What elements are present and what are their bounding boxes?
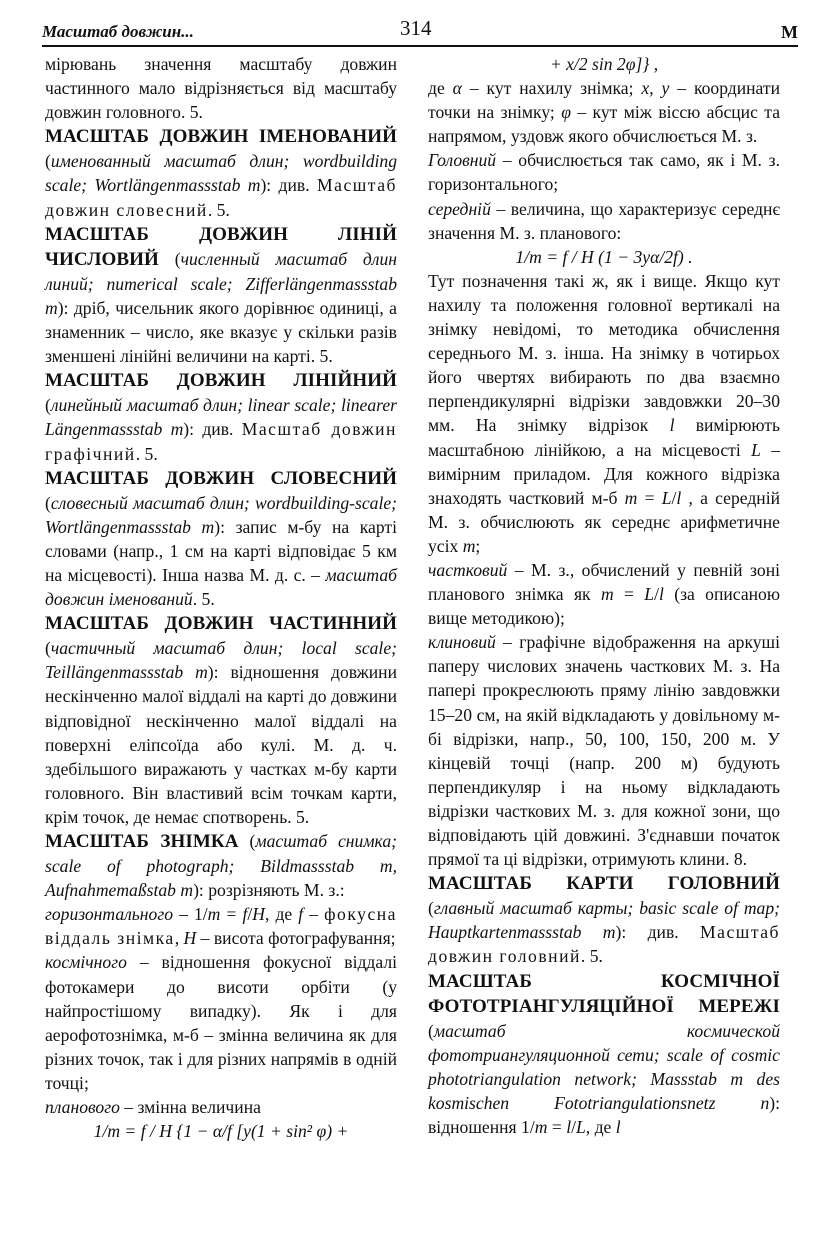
header-rule — [42, 45, 798, 47]
entry-kosmichnoi-merezhi: МАСШТАБ КОСМІЧНОЇ ФОТОТРІАНГУЛЯЦІЙНОЇ МЕРЕЖІ (масштаб космической фототриангуляционной сети; scale of cosmic phototriangulation network; Massstab m des kosmischen Fototriangulationsnetz n): відношення 1/m = l/L, де l — [428, 970, 780, 1138]
right-para-notation: де α – кут нахилу знімка; x, y – координати точки на знімку; φ – кут між віссю абсцис та напрямом, уздовж якого обчислюється М. з. — [428, 78, 781, 147]
formula-serednii: 1/m = f / H (1 − 3yα/2f) . — [515, 246, 693, 267]
entry-znimka: МАСШТАБ ЗНІМКА (масштаб снимка; scale of photograph; Bildmassstab m, Aufnahmemaßstab m): розрізняють М. з.: — [45, 831, 397, 901]
sub-planovoho: планового – змінна величина — [45, 1097, 261, 1118]
page-number: 314 — [400, 16, 432, 40]
entry-slovesnyi: МАСШТАБ ДОВЖИН СЛОВЕСНИЙ (словесный масштаб длин; wordbuilding-scale; Wortlängenmassstab m): запис м-бу на карті словами (напр., 1 см на карті відповідає 5 км на місцевості). Інша назва М. д. с. – масштаб довжин іменований. 5. — [45, 467, 397, 610]
formula-planovoho-part2: + x/2 sin 2φ]} , — [549, 54, 659, 74]
page-header — [42, 14, 798, 44]
running-title: Масштаб довжин... — [42, 22, 194, 41]
entry-chyslovyi: МАСШТАБ ДОВЖИН ЛІНІЙ ЧИСЛОВИЙ (численный масштаб длин линий; numerical scale; Zifferlängenmassstab m): дріб, чисельник якого дорівнює одиниці, а знаменник – число, яке вказує у скільки разів зменшені лінійні величини на карті. 5. — [45, 223, 397, 367]
sub-horyzontalnoho: горизонтального – 1/m = f/H, де f – фокусна віддаль знімка, H – висота фотографування; — [45, 904, 397, 949]
entry-liniinyi: МАСШТАБ ДОВЖИН ЛІНІЙНИЙ (линейный масштаб длин; linear scale; linearer Längenmassstab m): див. Масштаб довжин графічний. 5. — [45, 370, 397, 464]
right-para-method: Тут позначення такі ж, як і вище. Якщо кут нахилу та положення головної вертикалі на знімку невідомі, то методика обчислення середнього М. з. інша. На знімку в чотирьох його чвертях вибирають по два взаємно перпендикулярні відрізки завдовжки 20–30 мм. На знімку відрізок l вимірюють масштабною лінійкою, а на місцевості L – вимірним приладом. Для кожного відрізка знаходять частковий м-б m = L/l , а середній М. з. обчислюють як середнє арифметичне усіх m; — [428, 270, 780, 556]
formula-planovoho-part1: 1/m = f / H {1 − α/f [y(1 + sin² φ) + — [93, 1121, 349, 1142]
entry-chastynnyi: МАСШТАБ ДОВЖИН ЧАСТИННИЙ (частичный масштаб длин; local scale; Teillängenmassstab m): відношення довжини нескінченно малої віддалі на карті до довжини відповідної нескінченно малої віддалі на поверхні еліпсоїда або кулі. М. д. ч. здебільшого виражають у частках м-бу карти головного. Він властивий всім точкам карти, крім точок, де немає спотворень. 5. — [45, 613, 397, 827]
sub-holovnyi: Головний – обчислюється так само, як і М. з. горизонтального; — [428, 150, 780, 195]
left-para-1: мірювань значення масштабу довжин частинного мало відрізняється від масштабу довжин головного. 5. — [45, 54, 397, 123]
right-column — [428, 52, 780, 1139]
left-column — [45, 52, 397, 1143]
entry-karty-holovnyi: МАСШТАБ КАРТИ ГОЛОВНИЙ (главный масштаб карты; basic scale of map; Hauptkartenmassstab m): див. Масштаб довжин головний. 5. — [428, 873, 781, 967]
sub-serednii: середній – величина, що характеризує середнє значення М. з. планового: — [428, 198, 780, 243]
section-letter: М — [781, 22, 798, 42]
sub-chastkovyi: частковий – М. з., обчислений у певній зоні планового знімка як m = L/l (за описаною вище методикою); — [428, 559, 780, 629]
sub-kosmichnoho: космічного – відношення фокусної віддалі фотокамери до висоти орбіти (у найпростішому випадку). Як і для аерофотознімка, м-б – змінна величина як для різних точок, так і для різних напрямів в одній точці; — [45, 952, 397, 1093]
entry-imenovanyi: МАСШТАБ ДОВЖИН ІМЕНОВАНИЙ (именованный масштаб длин; wordbuilding scale; Wortlängenmassstab m): див. Масштаб довжин словесний. 5. — [45, 126, 397, 220]
sub-klynovyi: клиновий – графічне відображення на аркуші паперу числових значень часткових М. з. На папері прокреслюють пряму лінію завдовжки 15–20 см, на якій відкладають у довільному м-бі відрізки, напр., 50, 100, 150, 200 м. У кінцевій точці (напр. 200 м) будують перпендикуляр і на ньому відкладають відрізки часткових М. з. для кожної зони, що відповідають цій довжині. З'єднавши початок прямої та ці відрізки, отримують клини. 8. — [428, 632, 780, 870]
